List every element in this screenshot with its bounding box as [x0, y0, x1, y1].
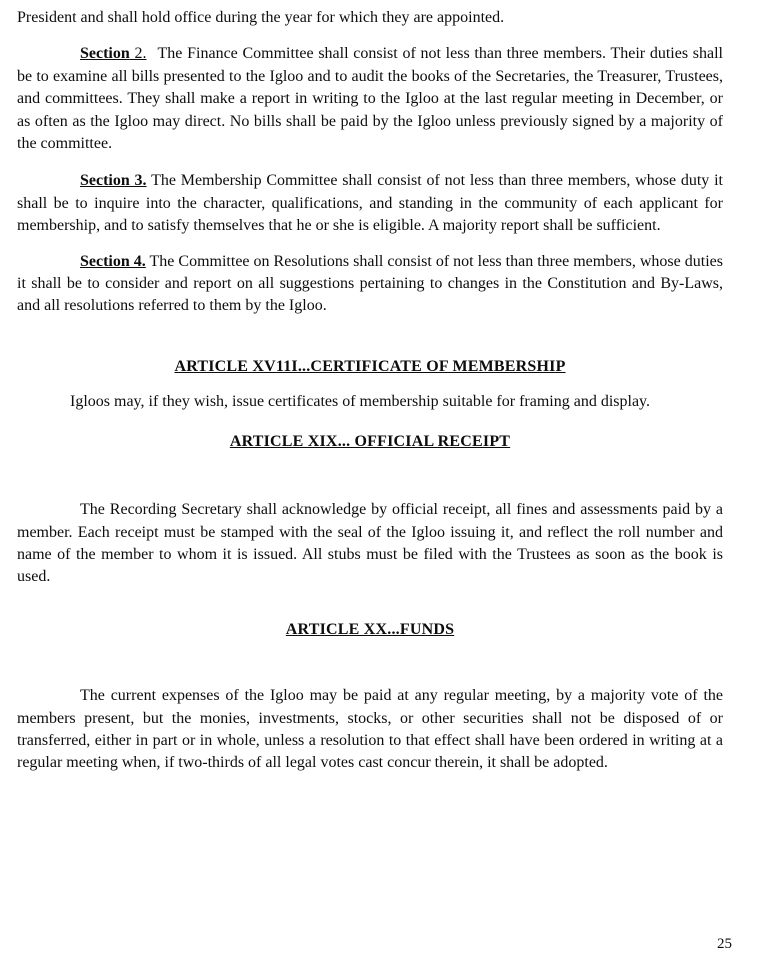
- section-2-paragraph: [17, 43, 723, 155]
- section-2-label-word: Section: [80, 45, 130, 63]
- article-18-paragraph: Igloos may, if they wish, issue certificates of membership suitable for framing and display.: [70, 393, 650, 411]
- article-19-paragraph: The Recording Secretary shall acknowledge by official receipt, all fines and assessments paid by a member. Each receipt must be stamped with the seal of the Igloo issuing it, and reflect the roll number and name of the member to whom it is issued. All stubs must be filed with the Trustees as soon as the book is used.: [17, 501, 723, 586]
- article-19-heading: ARTICLE XIX... OFFICIAL RECEIPT: [229, 432, 511, 450]
- article-20-paragraph: The current expenses of the Igloo may be paid at any regular meeting, by a majority vote of the members present, but the monies, investments, stocks, or other securities shall not be disposed of or transferred, either in part or in whole, unless a resolution to that effect shall have been ordered in writing at a regular meeting when, if two-thirds of all legal votes cast concur therein, it shall be adopted.: [17, 687, 723, 772]
- section-3-label: Section 3.: [80, 172, 147, 190]
- section-2-label-number: 2.: [134, 45, 147, 63]
- section-4-label: Section 4.: [80, 252, 146, 270]
- continuation-paragraph: President and shall hold office during the year for which they are appointed.: [17, 9, 505, 26]
- article-20-heading: ARTICLE XX...FUNDS: [285, 620, 455, 638]
- section-4-paragraph: [17, 251, 723, 318]
- article-18-heading: ARTICLE XV11I...CERTIFICATE OF MEMBERSHIP: [174, 357, 566, 375]
- section-2-label: [80, 45, 147, 62]
- section-4-body: The Committee on Resolutions shall consist of not less than three members, whose duties it shall be to consider and report on all suggestions pertaining to changes in the Constitution and By-Laws, and all resolutions referred to them by the Igloo.: [17, 252, 723, 315]
- page-number: 25: [717, 936, 732, 952]
- section-3-body: The Membership Committee shall consist of not less than three members, whose duty it shall be to inquire into the character, qualifications, and standing in the community of each applicant for membership, and to satisfy themselves that he or she is eligible. A majority report shall be sufficient.: [17, 172, 723, 235]
- section-2-body: The Finance Committee shall consist of not less than three members. Their duties shall be to examine all bills presented to the Igloo and to audit the books of the Secretaries, the Treasurer, Trustees, and committees. They shall make a report in writing to the Igloo at the last regular meeting in December, or as often as the Igloo may direct. No bills shall be paid by the Igloo unless previously signed by a majority of the committee.: [17, 45, 724, 153]
- section-3-paragraph: [17, 170, 723, 237]
